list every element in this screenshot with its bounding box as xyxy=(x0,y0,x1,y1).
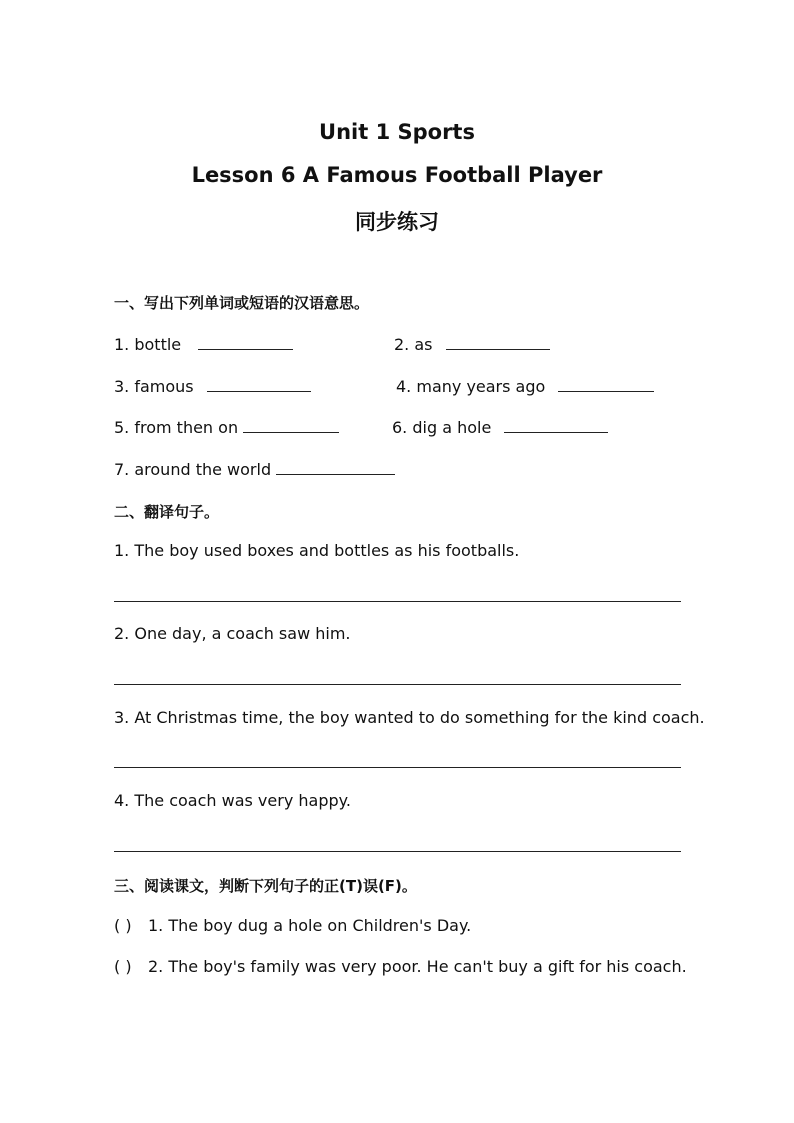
vocab-item-2 xyxy=(394,333,550,354)
answer-parentheses[interactable]: ( ) xyxy=(114,916,132,935)
vocab-text: 5. from then on xyxy=(114,418,239,437)
section1-heading: 一、写出下列单词或短语的汉语意思。 xyxy=(114,294,370,312)
vocab-item-6 xyxy=(392,416,608,437)
vocab-text: 1. bottle xyxy=(114,335,182,354)
unit-title: Unit 1 Sports xyxy=(319,120,475,144)
answer-blank[interactable] xyxy=(446,333,550,350)
vocab-item-5 xyxy=(114,416,339,437)
answer-line-1[interactable] xyxy=(114,601,681,602)
statement-text: 2. The boy's family was very poor. He can't buy a gift for his coach. xyxy=(148,957,687,976)
answer-blank[interactable] xyxy=(198,333,293,350)
vocab-text: 6. dig a hole xyxy=(392,418,492,437)
answer-blank[interactable] xyxy=(276,458,395,475)
vocab-item-4 xyxy=(396,375,654,396)
answer-line-4[interactable] xyxy=(114,851,681,852)
vocab-item-3 xyxy=(114,375,311,396)
vocab-text: 7. around the world xyxy=(114,460,272,479)
answer-blank[interactable] xyxy=(207,375,311,392)
true-false-item-2 xyxy=(114,957,687,976)
vocab-text: 3. famous xyxy=(114,377,194,396)
section2-heading: 二、翻译句子。 xyxy=(114,503,220,521)
answer-line-2[interactable] xyxy=(114,684,681,685)
true-false-item-1 xyxy=(114,916,471,935)
statement-text: 1. The boy dug a hole on Children's Day. xyxy=(148,916,472,935)
answer-blank[interactable] xyxy=(504,416,608,433)
vocab-text: 4. many years ago xyxy=(396,377,546,396)
translate-sentence-2: 2. One day, a coach saw him. xyxy=(114,624,351,643)
translate-sentence-4: 4. The coach was very happy. xyxy=(114,791,351,810)
vocab-text: 2. as xyxy=(394,335,433,354)
lesson-title: Lesson 6 A Famous Football Player xyxy=(191,163,603,187)
answer-parentheses[interactable]: ( ) xyxy=(114,957,132,976)
section3-heading: 三、阅读课文，判断下列句子的正(T)误(F)。 xyxy=(114,877,417,895)
translate-sentence-3: 3. At Christmas time, the boy wanted to do something for the kind coach. xyxy=(114,708,705,727)
answer-blank[interactable] xyxy=(558,375,654,392)
worksheet-subtitle: 同步练习 xyxy=(355,210,439,234)
translate-sentence-1: 1. The boy used boxes and bottles as his footballs. xyxy=(114,541,520,560)
vocab-item-7 xyxy=(114,458,395,479)
vocab-item-1 xyxy=(114,333,293,354)
answer-line-3[interactable] xyxy=(114,767,681,768)
answer-blank[interactable] xyxy=(243,416,339,433)
